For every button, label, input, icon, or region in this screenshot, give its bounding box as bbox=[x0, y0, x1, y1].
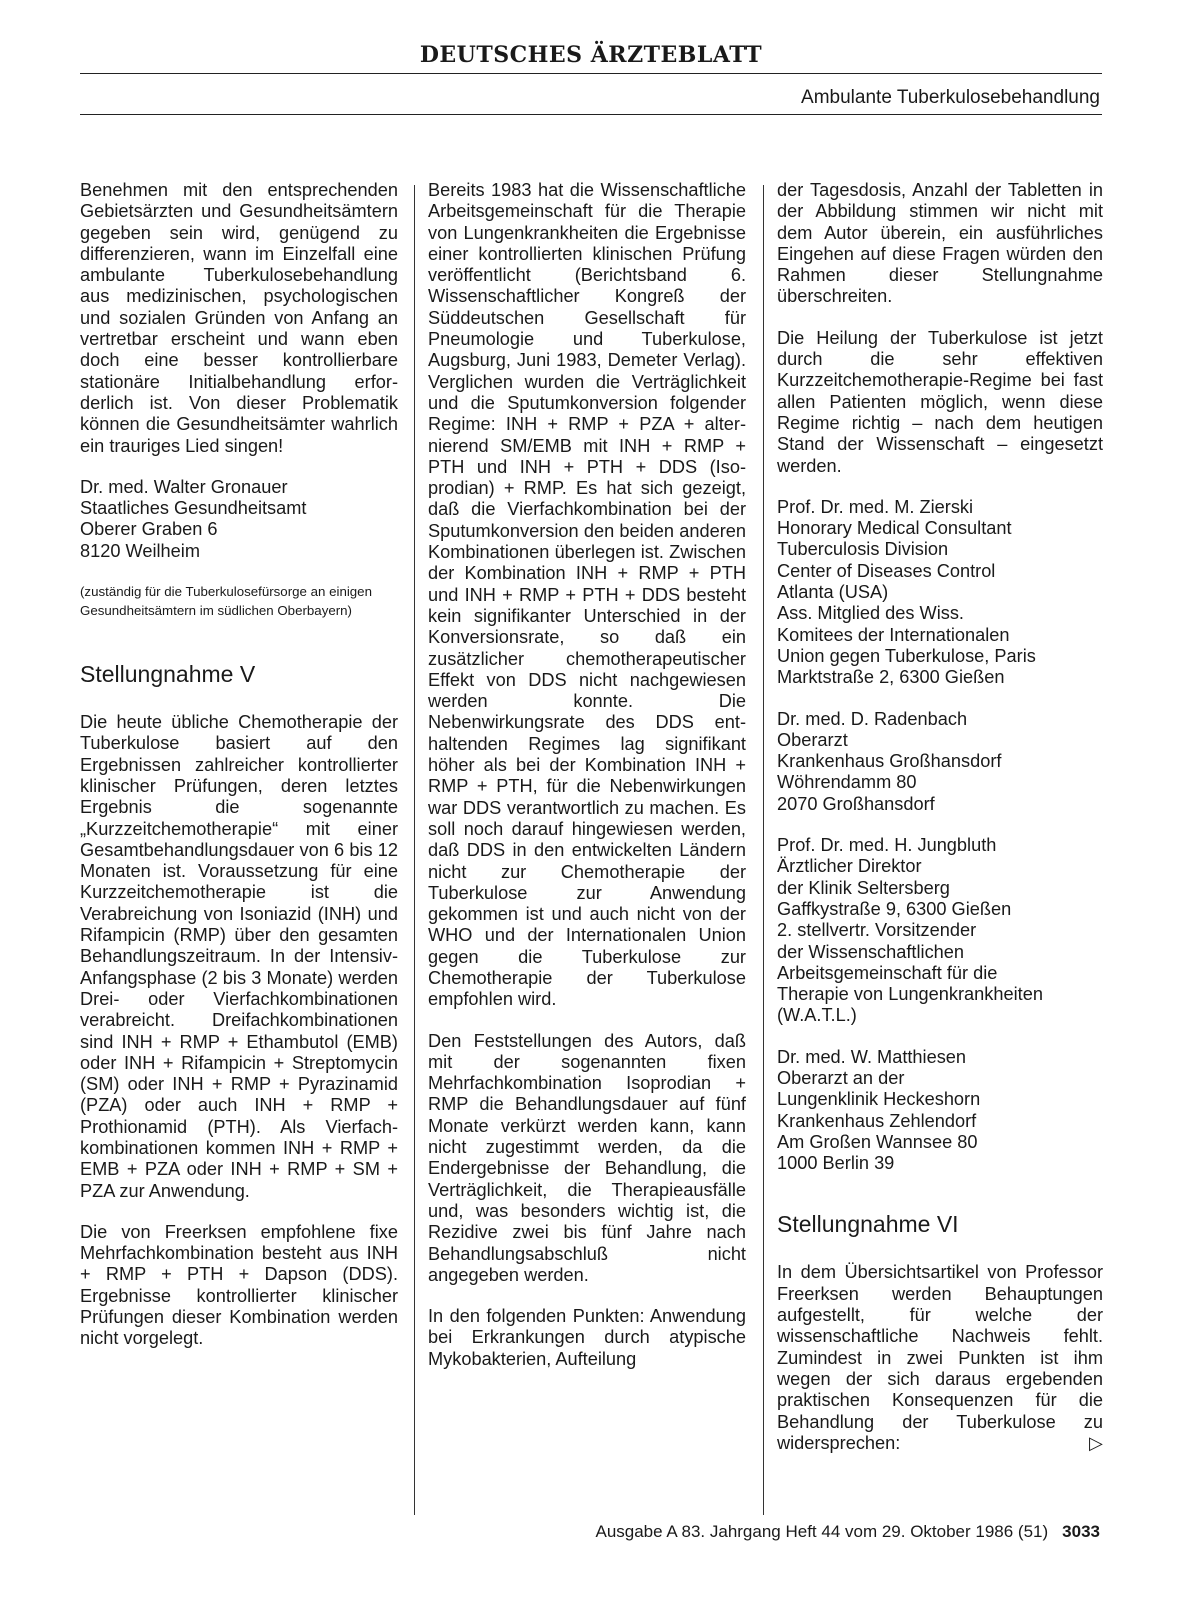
continue-arrow-icon: ▷ bbox=[1089, 1432, 1103, 1453]
signature-line: (W.A.T.L.) bbox=[777, 1005, 857, 1026]
signature-line: Union gegen Tuberkulose, Paris bbox=[777, 645, 1036, 666]
paragraph bbox=[777, 1262, 1103, 1454]
paragraph: Benehmen mit den entsprechenden Gebietsärzten und Gesundheitsämtern gegeben sein wird, genügend zu differenzieren, wann im Einzelfall eine ambulante Tuberkulosebehandlung aus medizinischen, psychologischen und sozialen Gründen von Anfang an vertretbar erscheint und wann eben doch eine besser kontrollierbare stationäre Initialbehandlung erforderlich ist. Von dieser Problematik können die Gesundheitsämter wahrlich ein trauriges Lied singen! bbox=[80, 180, 398, 456]
signature-line: Komitees der Internationalen bbox=[777, 624, 1010, 645]
column-2 bbox=[428, 180, 746, 1390]
signature-line: Ärztlicher Direktor bbox=[777, 856, 922, 877]
paragraph: der Tagesdosis, Anzahl der Tabletten in der Abbildung stimmen wir nicht mit dem Autor überein, ein ausführliches Eingehen auf diese Fragen würden den Rahmen dieser Stellungnahme überschreiten. bbox=[777, 180, 1103, 307]
signature-line: Atlanta (USA) bbox=[777, 582, 889, 603]
signature-line: 8120 Weilheim bbox=[80, 540, 200, 561]
paragraph: Die heute übliche Chemotherapie der Tuberkulose basiert auf den Ergebnissen zahlreicher kontrollierter klinischer Prüfungen, deren letztes Ergebnis die sogenannte „Kurzzeitchemotherapie“ mit einer Gesamtbehandlungsdauer von 6 bis 12 Monaten ist. Voraussetzung für eine Kurzzeitchemotherapie ist die Verabreichung von Isoniazid (INH) und Rifampicin (RMP) über den gesamten Behandlungszeitraum. In der Intensiv-Anfangsphase (2 bis 3 Monate) werden Drei- oder Vierfachkombinationen verabreicht. Dreifachkombinationen sind INH + RMP + Ethambutol (EMB) oder INH + Rifampicin + Streptomycin (SM) oder INH + RMP + Pyrazinamid (PZA) oder auch INH + RMP + Prothionamid (PTH). Als Vierfachkombinationen kommen INH + RMP + EMB + PZA oder INH + RMP + SM + PZA zur Anwendung. bbox=[80, 712, 398, 1201]
column-divider-1 bbox=[414, 185, 415, 1515]
signature-line: Dr. med. D. Radenbach bbox=[777, 708, 968, 729]
section-heading: Stellungnahme V bbox=[80, 661, 256, 688]
signature-line: Staatliches Gesundheitsamt bbox=[80, 498, 307, 519]
signature-line: Ass. Mitglied des Wiss. bbox=[777, 603, 964, 624]
signature-block bbox=[777, 835, 1103, 1027]
signature-line: Prof. Dr. med. M. Zierski bbox=[777, 496, 974, 517]
paragraph: In den folgenden Punkten: Anwendung bei Erkrankungen durch atypische Mykobakterien, Aufteilung bbox=[428, 1306, 746, 1369]
signature-line: Lungenklinik Heckeshorn bbox=[777, 1089, 981, 1110]
paragraph: Die von Freerksen empfohlene fixe Mehrfachkombination besteht aus INH + RMP + PTH + Dapson (DDS). Ergebnisse kontrollierter klinischer Prüfungen dieser Kombination werden nicht vorgelegt. bbox=[80, 1221, 398, 1349]
signature-line: Therapie von Lungenkrankheiten bbox=[777, 984, 1043, 1005]
signature-line: Prof. Dr. med. H. Jungbluth bbox=[777, 835, 997, 856]
signature-block bbox=[777, 1047, 1103, 1175]
signature-line: Am Großen Wannsee 80 bbox=[777, 1131, 978, 1152]
signature-line: 1000 Berlin 39 bbox=[777, 1153, 895, 1174]
signature-line: Oberer Graben 6 bbox=[80, 519, 218, 540]
signature-line: Dr. med. W. Matthiesen bbox=[777, 1046, 967, 1067]
column-divider-2 bbox=[763, 185, 764, 1515]
signature-line: Arbeitsgemeinschaft für die bbox=[777, 962, 998, 983]
signature-line: Marktstraße 2, 6300 Gießen bbox=[777, 667, 1005, 688]
issue-info: Ausgabe A 83. Jahrgang Heft 44 vom 29. Oktober 1986 (51) bbox=[595, 1522, 1049, 1541]
paragraph: Die Heilung der Tuberkulose ist jetzt durch die sehr effektiven Kurzzeitchemotherapie-Regime bei fast allen Patienten möglich, wenn diese Regime richtig – nach dem heutigen Stand der Wissenschaft – eingesetzt werden. bbox=[777, 327, 1103, 476]
paragraph: Den Feststellungen des Autors, daß mit der sogenannten fixen Mehrfachkombination Isoprodian + RMP die Behandlungsdauer auf fünf Monate verkürzt werden kann, kann nicht zugestimmt werden, da die Endergebnisse der Behandlung, die Verträglichkeit, die Therapieausfälle und, was besonders wichtig ist, die Rezidive zwei bis fünf Jahre nach Behandlungsabschluß nicht angegeben werden. bbox=[428, 1030, 746, 1285]
page-number: 3033 bbox=[1062, 1522, 1100, 1541]
column-1 bbox=[80, 180, 398, 1370]
section-heading: Stellungnahme VI bbox=[777, 1211, 959, 1238]
signature-line: Wöhrendamm 80 bbox=[777, 772, 917, 793]
paragraph: Bereits 1983 hat die Wissenschaftliche Arbeitsgemeinschaft für die Therapie von Lungenkrankheiten die Ergebnisse einer kontrollierten klinischen Prüfung veröffentlicht (Berichtsband 6. Wissenschaftlicher Kongreß der Süddeutschen Gesellschaft für Pneumologie und Tuberkulose, Augsburg, Juni 1983, Demeter Verlag). Verglichen wurden die Verträglichkeit und die Sputumkonversion folgender Regime: INH + RMP + PZA + alternierend SM/EMB mit INH + RMP + PTH und INH + PTH + DDS (Isoprodian) + RMP. Es hat sich gezeigt, daß die Vierfachkombination bei der Sputumkonversion den beiden anderen Kombinationen überlegen ist. Zwischen der Kombination INH + RMP + PTH und INH + RMP + PTH + DDS besteht kein signifikanter Unterschied in der Konversionsrate, so daß ein zusätzlicher chemotherapeutischer Effekt von DDS nicht nachgewiesen werden konnte. Die Nebenwirkungsrate des DDS enthaltenden Regimes lag signifikant höher als bei der Kombination INH + RMP + PTH, für die Nebenwirkungen war DDS verantwortlich zu machen. Es soll noch darauf hingewiesen werden, daß DDS in den entwickelten Ländern nicht zur Chemotherapie der Tuberkulose zur Anwendung gekommen ist und auch nicht von der WHO und der Internationalen Union gegen die Tuberkulose zur Chemotherapie der Tuberkulose empfohlen wird. bbox=[428, 180, 746, 1010]
page-footer bbox=[595, 1522, 1100, 1542]
signature-line: Oberarzt an der bbox=[777, 1067, 905, 1088]
footnote: (zuständig für die Tuberkulosefürsorge an einigen Gesundheitsämtern im südlichen Oberbayern) bbox=[80, 584, 372, 619]
signature-line: Center of Diseases Control bbox=[777, 560, 996, 581]
header-rule-bottom bbox=[80, 114, 1102, 115]
signature-line: Dr. med. Walter Gronauer bbox=[80, 476, 288, 497]
signature-line: Krankenhaus Großhansdorf bbox=[777, 751, 1002, 772]
signature-line: der Wissenschaftlichen bbox=[777, 941, 965, 962]
signature-block bbox=[777, 709, 1103, 815]
signature-block bbox=[777, 497, 1103, 689]
paragraph-text: In dem Übersichtsartikel von Professor Freerksen werden Behauptungen aufgestellt, für welche der wissenschaftliche Nachweis fehlt. Zumindest in zwei Punkten ist ihm wegen der sich daraus ergebenden praktischen Konsequenzen für die Behandlung der Tuberkulose zu widersprechen: bbox=[777, 1262, 1103, 1453]
signature-block bbox=[80, 477, 398, 562]
section-label: Ambulante Tuberkulosebehandlung bbox=[801, 87, 1100, 108]
signature-line: Honorary Medical Consultant bbox=[777, 518, 1012, 539]
journal-title: DEUTSCHES ÄRZTEBLATT bbox=[419, 42, 763, 68]
column-3 bbox=[777, 180, 1103, 1474]
signature-line: 2. stellvertr. Vorsitzender bbox=[777, 920, 977, 941]
signature-line: Krankenhaus Zehlendorf bbox=[777, 1110, 977, 1131]
signature-line: der Klinik Seltersberg bbox=[777, 877, 950, 898]
signature-line: Gaffkystraße 9, 6300 Gießen bbox=[777, 898, 1012, 919]
signature-line: Oberarzt bbox=[777, 729, 848, 750]
header-rule-top bbox=[80, 73, 1102, 74]
signature-line: 2070 Großhansdorf bbox=[777, 793, 935, 814]
signature-line: Tuberculosis Division bbox=[777, 539, 949, 560]
